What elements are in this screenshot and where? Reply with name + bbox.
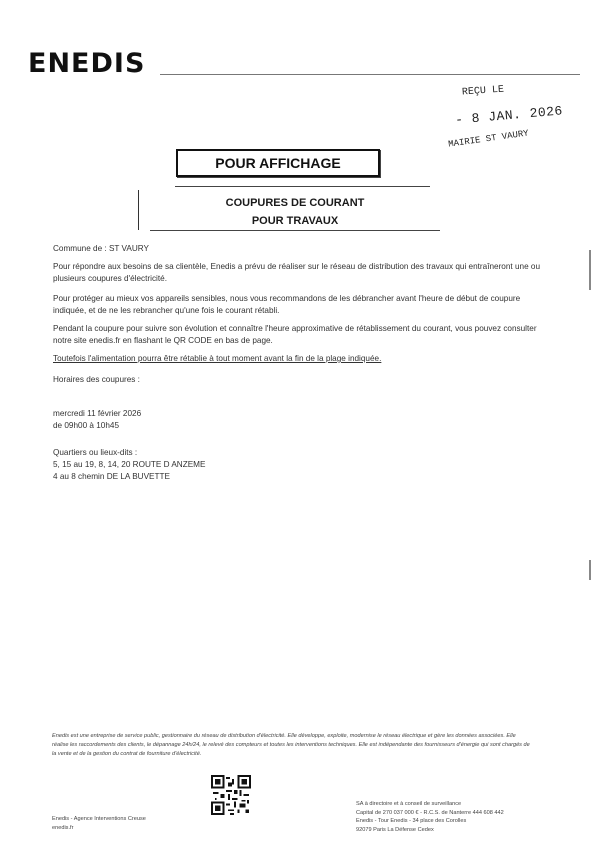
footer-website[interactable]: enedis.fr — [52, 825, 74, 831]
notice-title-line2: POUR TRAVAUX — [251, 215, 339, 227]
quartiers-label: Quartiers ou lieux-dits : — [53, 448, 138, 457]
horaires-label: Horaires des coupures : — [53, 375, 140, 384]
footer-company-line: SA à directoire et à conseil de surveillance — [356, 801, 462, 807]
footer-company-line: Enedis - Tour Enedis - 34 place des Corolles — [356, 818, 467, 824]
title-rule-top — [175, 186, 430, 187]
footer-company-line: Capital de 270 037 000 € - R.C.S. de Nanterre 444 608 442 — [356, 809, 504, 816]
stamp-date: - 8 JAN. 2026 — [454, 103, 564, 128]
qr-code-icon[interactable] — [211, 775, 251, 815]
address-line: 5, 15 au 19, 8, 14, 20 ROUTE D ANZEME — [53, 460, 206, 469]
paragraph-intro: Pour répondre aux besoins de sa clientèle, Enedis a prévu de réaliser sur le réseau de distribution des travaux qui entraîneront une ou plusieurs coupures d'électricité. — [53, 262, 541, 283]
scan-edge-mark — [589, 250, 591, 290]
coupure-date: mercredi 11 février 2026 — [53, 409, 142, 418]
coupure-time: de 09h00 à 10h45 — [53, 421, 120, 430]
title-rule-bottom — [150, 230, 440, 231]
notice-title-line1: COUPURES DE COURANT — [225, 197, 365, 209]
enedis-logo: ENEDIS — [28, 48, 146, 79]
address-line: 4 au 8 chemin DE LA BUVETTE — [53, 472, 170, 481]
affichage-box — [176, 149, 380, 177]
stamp-office: MAIRIE ST VAURY — [447, 128, 530, 150]
footer-legal-text: Enedis est une entreprise de service public, gestionnaire du réseau de distribution d'électricité. Elle développe, exploite, modernise le réseau électrique et gère les données associées. Elle réalise les raccordements des clients, le dépannage 24h/24, le relevé des compteurs et toutes les interventions techniques. Elle est indépendante des fournisseurs d'énergie qui sont chargés de la vente et de la gestion du contrat de fourniture d'électricité. — [52, 733, 530, 757]
paragraph-protection: Pour protéger au mieux vos appareils sensibles, nous vous recommandons de les débrancher avant l'heure de début de coupure indiquée, et de ne les rebrancher qu'une fois le courant rétabli. — [53, 294, 521, 315]
stamp-received: REÇU LE — [461, 84, 505, 99]
paragraph-retablissement: Toutefois l'alimentation pourra être rétablie à tout moment avant la fin de la plage indiquée. — [53, 354, 382, 363]
footer-agency-name: Enedis - Agence Interventions Creuse — [52, 816, 146, 822]
scan-edge-mark — [589, 560, 591, 580]
header-rule — [160, 74, 580, 75]
footer-agency — [52, 815, 146, 833]
title-bracket-vertical — [138, 190, 139, 230]
affichage-label: POUR AFFICHAGE — [215, 155, 341, 171]
commune-line: Commune de : ST VAURY — [53, 244, 150, 253]
paragraph-suivi: Pendant la coupure pour suivre son évolution et connaître l'heure approximative de rétablissement du courant, vous pouvez consulter notre site enedis.fr en flashant le QR CODE en bas de page. — [53, 324, 537, 345]
footer-company-info — [356, 800, 546, 834]
footer-company-line: 92079 Paris La Défense Cedex — [356, 826, 434, 833]
